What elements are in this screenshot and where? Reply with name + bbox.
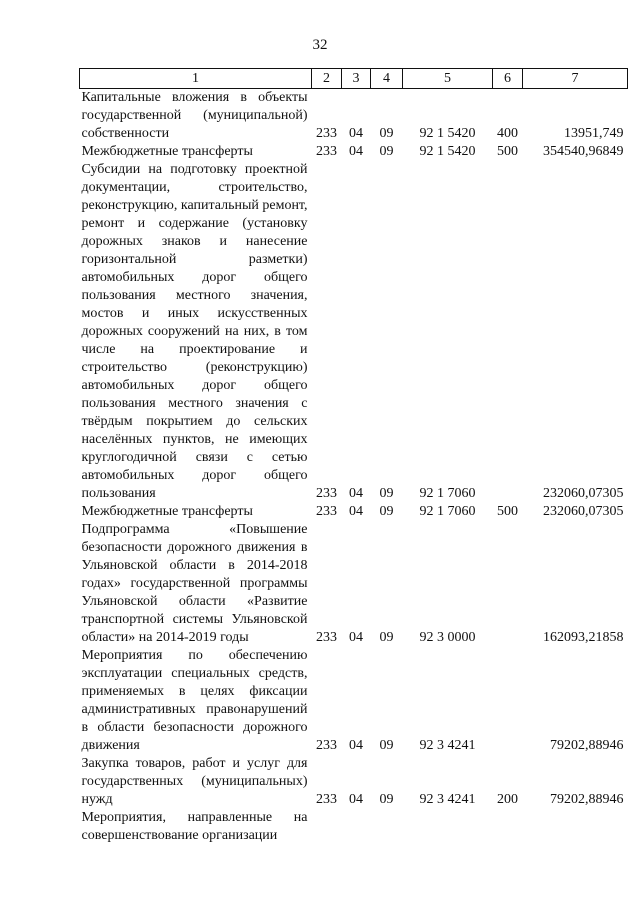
row-amount: 162093,21858 xyxy=(543,630,624,645)
row-code-section: 04 xyxy=(349,486,363,501)
table-row xyxy=(80,647,628,755)
row-code-target: 92 1 7060 xyxy=(419,486,476,501)
header-col-6: 6 xyxy=(493,69,523,89)
row-code-subsection: 09 xyxy=(379,738,394,753)
row-description: Межбюджетные трансферты xyxy=(81,504,253,519)
row-code-target: 92 3 4241 xyxy=(419,738,476,753)
row-code-admin: 233 xyxy=(316,504,337,519)
row-code-section: 04 xyxy=(349,504,363,519)
row-description: Подпрограмма «Повышение безопасности дорожного движения в Ульяновской области в 2014-2018 годах» государственной программы Ульяновской области «Развитие транспортной системы Ульяновской области» на 2014-2019 годы xyxy=(81,522,308,645)
row-code-expense-type: 200 xyxy=(497,792,518,807)
row-code-subsection: 09 xyxy=(379,792,394,807)
row-amount: 79202,88946 xyxy=(550,738,624,753)
page-number: 32 xyxy=(312,37,328,53)
row-description: Мероприятия, направленные на совершенствование организации xyxy=(81,810,308,843)
row-code-subsection xyxy=(371,809,403,845)
row-code-subsection: 09 xyxy=(379,486,394,501)
header-col-1: 1 xyxy=(80,69,312,89)
row-code-subsection: 09 xyxy=(379,126,394,141)
table-row xyxy=(80,161,628,503)
row-code-section: 04 xyxy=(349,630,363,645)
row-code-section xyxy=(342,809,371,845)
row-code-target xyxy=(403,809,493,845)
row-code-expense-type xyxy=(493,521,523,647)
row-amount: 354540,96849 xyxy=(543,144,624,159)
row-code-target: 92 3 0000 xyxy=(419,630,476,645)
row-code-admin: 233 xyxy=(316,738,337,753)
row-code-target: 92 1 7060 xyxy=(419,504,476,519)
row-code-section: 04 xyxy=(349,126,363,141)
header-col-2: 2 xyxy=(312,69,342,89)
row-description: Закупка товаров, работ и услуг для государственных (муниципальных) нужд xyxy=(81,756,308,807)
table-row xyxy=(80,521,628,647)
table-row xyxy=(80,503,628,521)
table-header-row xyxy=(80,69,628,89)
row-amount xyxy=(523,809,628,845)
row-code-section: 04 xyxy=(349,738,363,753)
row-code-admin: 233 xyxy=(316,144,337,159)
row-code-admin xyxy=(312,809,342,845)
budget-table xyxy=(79,68,628,845)
row-code-admin: 233 xyxy=(316,486,337,501)
table-row xyxy=(80,755,628,809)
header-col-3: 3 xyxy=(342,69,371,89)
row-description: Капитальные вложения в объекты государственной (муниципальной) собственности xyxy=(81,90,308,141)
table-row xyxy=(80,809,628,845)
header-col-4: 4 xyxy=(371,69,403,89)
row-description: Межбюджетные трансферты xyxy=(81,144,253,159)
row-code-expense-type xyxy=(493,647,523,755)
row-code-subsection: 09 xyxy=(379,504,394,519)
row-code-expense-type: 500 xyxy=(497,144,518,159)
row-amount: 13951,749 xyxy=(564,126,624,141)
header-col-7: 7 xyxy=(523,69,628,89)
row-code-subsection: 09 xyxy=(379,144,394,159)
row-code-expense-type xyxy=(493,809,523,845)
row-amount: 232060,07305 xyxy=(543,504,624,519)
row-code-target: 92 1 5420 xyxy=(419,126,476,141)
table-row xyxy=(80,89,628,144)
row-amount: 232060,07305 xyxy=(543,486,624,501)
row-amount: 79202,88946 xyxy=(550,792,624,807)
row-code-target: 92 3 4241 xyxy=(419,792,476,807)
row-code-expense-type: 400 xyxy=(497,126,518,141)
row-code-subsection: 09 xyxy=(379,630,394,645)
row-code-admin: 233 xyxy=(316,126,337,141)
row-code-target: 92 1 5420 xyxy=(419,144,476,159)
row-description: Субсидии на подготовку проектной документации, строительство, реконструкцию, капитальный ремонт, ремонт и содержание (установку дорожных знаков и нанесение горизонтальной разметки) автомобильных дорог общего пользования местного значения, мостов и иных искусственных дорожных сооружений на них, в том числе на проектирование и строительство (реконструкцию) автомобильных дорог общего пользования местного значения с твёрдым покрытием до сельских населённых пунктов, не имеющих круглогодичной связи с сетью автомобильных дорог общего пользования xyxy=(81,162,308,501)
header-col-5: 5 xyxy=(403,69,493,89)
row-code-expense-type xyxy=(493,161,523,503)
row-description: Мероприятия по обеспечению эксплуатации специальных средств, применяемых в целях фиксации административных правонарушений в области безопасности дорожного движения xyxy=(81,648,308,753)
row-code-admin: 233 xyxy=(316,630,337,645)
row-code-admin: 233 xyxy=(316,792,337,807)
row-code-section: 04 xyxy=(349,144,363,159)
row-code-expense-type: 500 xyxy=(497,504,518,519)
table-row xyxy=(80,143,628,161)
row-code-section: 04 xyxy=(349,792,363,807)
